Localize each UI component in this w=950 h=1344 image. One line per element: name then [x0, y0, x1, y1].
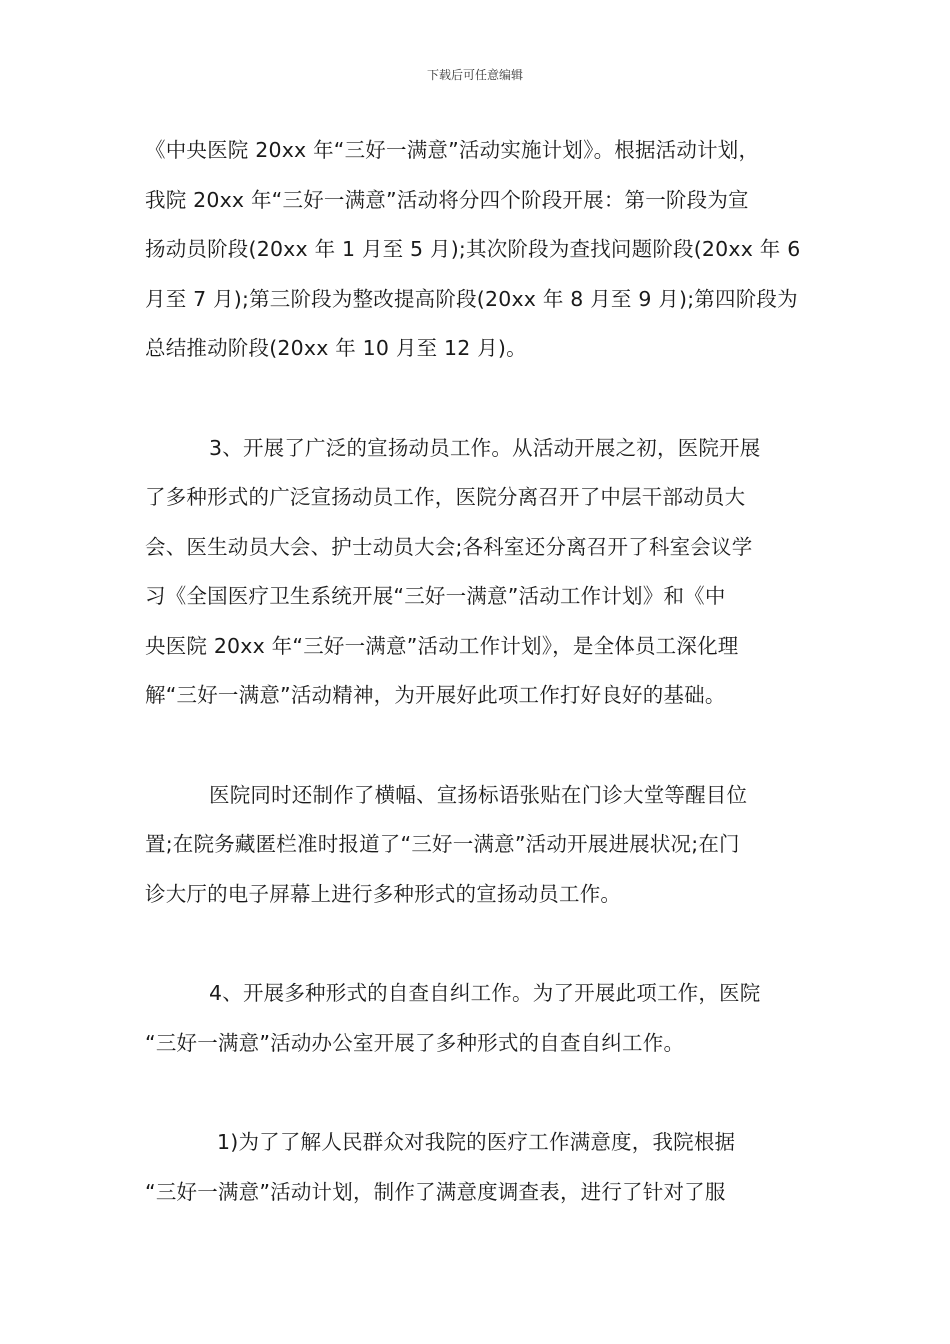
paragraph-plan-stages [145, 126, 815, 374]
paragraph-satisfaction-survey [145, 1118, 815, 1217]
text-line: “三好一满意”活动办公室开展了多种形式的自查自纠工作。 [145, 1030, 685, 1055]
paragraph-banners-slogans [145, 771, 815, 920]
text-line: 央医院 20xx 年“三好一满意”活动工作计划》，是全体员工深化理 [145, 633, 739, 658]
text-line: 4、开展多种形式的自查自纠工作。为了开展此项工作，医院 [209, 981, 761, 1005]
paragraph-spacer [145, 919, 815, 969]
text-line: 月至 7 月);第三阶段为整改提高阶段(20xx 年 8 月至 9 月);第四阶段为 [145, 286, 798, 311]
text-line: 置;在院务藏匿栏准时报道了“三好一满意”活动开展进展状况;在门 [145, 832, 740, 856]
text-line: 我院 20xx 年“三好一满意”活动将分四个阶段开展：第一阶段为宣 [145, 187, 749, 212]
paragraph-spacer [145, 374, 815, 424]
document-body [145, 126, 815, 1217]
text-line: 解“三好一满意”活动精神，为开展好此项工作打好良好的基础。 [145, 683, 726, 707]
text-line: 医院同时还制作了横幅、宣扬标语张贴在门诊大堂等醒目位 [209, 782, 748, 807]
text-line: 了多种形式的广泛宣扬动员工作，医院分离召开了中层干部动员大 [145, 485, 746, 509]
text-line: 总结推动阶段(20xx 年 10 月至 12 月)。 [145, 336, 527, 360]
page-header: 下载后可任意编辑 [426, 68, 523, 82]
text-line: 扬动员阶段(20xx 年 1 月至 5 月);其次阶段为查找问题阶段(20xx 年 6 [145, 237, 801, 261]
paragraph-self-inspection [145, 969, 815, 1068]
paragraph-spacer [145, 721, 815, 771]
text-line: 习《全国医疗卫生系统开展“三好一满意”活动工作计划》和《中 [145, 584, 726, 608]
text-line: “三好一满意”活动计划，制作了满意度调查表，进行了针对了服 [145, 1179, 726, 1204]
paragraph-publicity-mobilization [145, 424, 815, 721]
paragraph-spacer [145, 1068, 815, 1118]
text-line: 会、医生动员大会、护士动员大会;各科室还分离召开了科室会议学 [145, 534, 753, 559]
text-line: 3、开展了广泛的宣扬动员工作。从活动开展之初，医院开展 [209, 435, 761, 460]
text-line: 《中央医院 20xx 年“三好一满意”活动实施计划》。根据活动计划， [145, 138, 760, 162]
text-line: 1)为了了解人民群众对我院的医疗工作满意度，我院根据 [217, 1130, 736, 1154]
text-line: 诊大厅的电子屏幕上进行多种形式的宣扬动员工作。 [145, 881, 622, 906]
